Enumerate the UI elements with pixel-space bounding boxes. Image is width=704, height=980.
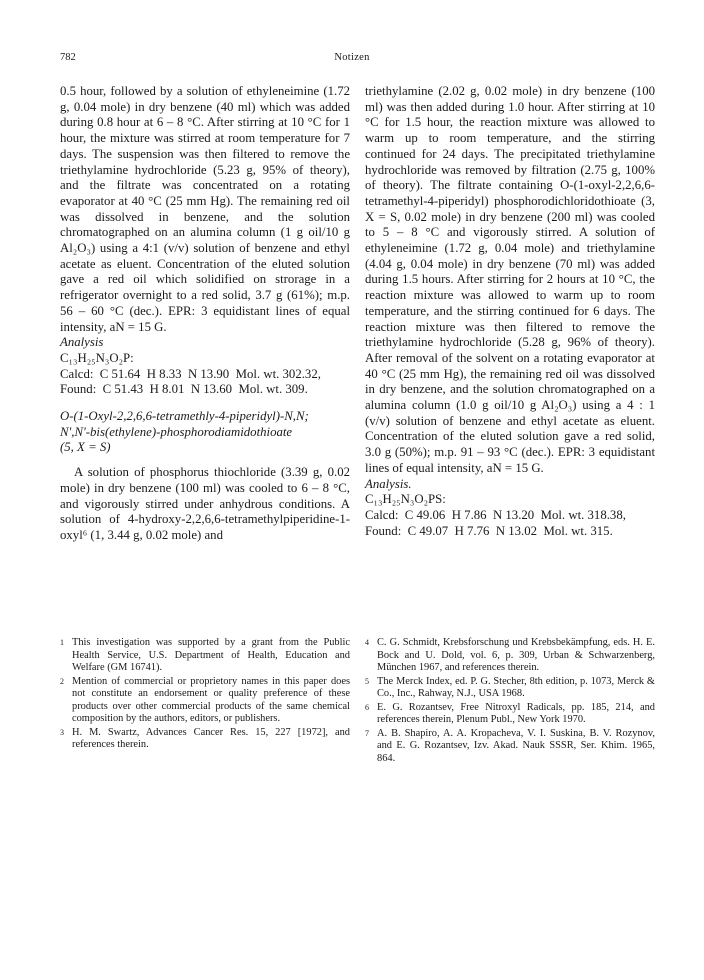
footnote-number: 3: [60, 727, 64, 737]
footnote: [60, 676, 350, 726]
footnote-number: 7: [365, 728, 369, 738]
footnote-text: E. G. Rozantsev, Free Nitroxyl Radicals, pp. 185, 214, and references therein, Plenum Publ., New York 1970.: [377, 701, 655, 725]
footnote-text: Mention of commercial or proprietory names in this paper does not constitute an endorsement or quality preference of these products over other commercial products of the same chemical composition by the authors, editors, or publishers.: [72, 675, 350, 724]
found-line: Found: C 51.43 H 8.01 N 13.60 Mol. wt. 309.: [60, 382, 308, 397]
footnote-number: 1: [60, 638, 64, 647]
page-number: 782: [60, 52, 76, 63]
footnotes-right: [365, 637, 655, 766]
footnote: [365, 702, 655, 727]
molecular-formula: C₁₃H₂₅N₃O₂PS:: [365, 492, 446, 507]
compound-heading: [60, 409, 350, 456]
left-column: [60, 84, 350, 544]
page-header: [60, 52, 644, 68]
footnote-text: C. G. Schmidt, Krebsforschung und Krebsbekämpfung, eds. H. E. Bock and U. Dold, vol. 6, p. 309, Urban & Schwarzenberg, München 1967, and references therein.: [377, 637, 655, 673]
footnote: [365, 728, 655, 766]
found-line: Found: C 49.07 H 7.76 N 13.02 Mol. wt. 315.: [365, 523, 613, 538]
analysis-label: Analysis: [60, 335, 104, 350]
footnote-number: 4: [365, 638, 369, 647]
compound-heading-line-1: O-(1-Oxyl-2,2,6,6-tetramethly-4-piperidyl)-N,N;: [60, 409, 309, 424]
footnote: [60, 637, 350, 675]
footnote-text: The Merck Index, ed. P. G. Stecher, 8th edition, p. 1073, Merck & Co., Inc., Rahway, N.J., USA 1968.: [377, 675, 655, 699]
footnote-number: 5: [365, 676, 369, 686]
right-paragraph-1: triethylamine (2.02 g, 0.02 mole) in dry benzene (100 ml) was then added during 1.0 hour. After stirring at 10 °C for 1.5 hour, the reaction mixture was allowed to warm up to room temperature, and the stirring continued for 24 days. The precipitated triethylamine hydrochloride was removed by filtration (2.75 g, 100% of theory). The filtrate containing O-(1-oxyl-2,2,6,6-tetramethyl-4-piperidyl) phosphorodichloridothioate (3, X = S, 0.02 mole) in dry benzene (200 ml) was cooled to 5 – 8 °C and vigorously stirred. A solution of ethyleneimine (1.72 g, 0.04 mole) and triethylamine (4.04 g, 0.04 mole) in dry benzene (70 ml) was added during 1.5 hours. After stirring for 2 hours at 10 °C, the reaction mixture was allowed to warm up to room temperature, and the stirring continued for 6 days. The reaction mixture was then filtered to remove the triethylamine hydrochloride (5.28 g, 96% of theory). After removal of the solvent on a rotating evaporator at 40 °C (25 mm Hg), the remaining red oil was dissolved in dry benzene, and the solution chromatographed on a alumina column (1.0 g oil/10 g Al₂O₃) using a 4 : 1 (v/v) solution of benzene and ethyl acetate as eluent. Concentration of the eluted solution gave a red solid, 3.0 g (50%); m.p. 91 – 93 °C (dec.). EPR: 3 equidistant lines of equal intensity, aN = 15 G.: [365, 84, 655, 475]
left-paragraph-2: A solution of phosphorus thiochloride (3.39 g, 0.02 mole) in dry benzene (100 ml) was cooled to 6 – 8 °C, and vigorously stirred under anhydrous conditions. A solution of 4-hydroxy-2,2,6,6-tetramethylpiperidine-1-oxyl⁶ (1, 3.44 g, 0.02 mole) and: [60, 465, 350, 542]
footnote-number: 2: [60, 676, 64, 686]
footnote-text: This investigation was supported by a grant from the Public Health Service, U.S. Department of Health, Education and Welfare (GM 16741).: [72, 637, 350, 673]
analysis-label: Analysis.: [365, 476, 412, 491]
calcd-line: Calcd: C 49.06 H 7.86 N 13.20 Mol. wt. 318.38,: [365, 507, 626, 522]
footnote-text: A. B. Shapiro, A. A. Kropacheva, V. I. Suskina, B. V. Rozynov, and E. G. Rozantsev, Izv. Akad. Nauk SSSR, Ser. Khim. 1965, 864.: [377, 727, 655, 764]
footnote: [60, 727, 350, 752]
running-head: Notizen: [334, 52, 370, 63]
compound-heading-line-3: (5, X = S): [60, 440, 111, 455]
molecular-formula: C₁₃H₂₅N₃O₂P:: [60, 350, 134, 365]
footnote-text: H. M. Swartz, Advances Cancer Res. 15, 227 [1972], and references therein.: [72, 726, 350, 750]
footnotes-left: [60, 637, 350, 753]
left-paragraph-1: 0.5 hour, followed by a solution of ethyleneimine (1.72 g, 0.04 mole) in dry benzene (40 ml) which was added during 0.8 hour at 6 – 8 °C. After stirring at 10 °C for 1 hour, the mixture was stirred at room temperature for 7 days. The suspension was then filtered to remove the triethylamine hydrochloride (5.23 g, 95% of theory), and the filtrate was concentrated on a rotating evaporator at 40 °C (25 mm Hg). The remaining red oil was dissolved in benzene, and the solution chromatographed on an alumina column (1 g oil/10 g Al₂O₃) using a 4:1 (v/v) solution of benzene and ethyl acetate as eluent. Concentration of the eluted solution gave a red oil which solidified on strorage in a refrigerator overnight to a red solid, 3.7 g (61%); m.p. 56 – 60 °C (dec.). EPR: 3 equidistant lines of equal intensity, aN = 15 G.: [60, 84, 350, 334]
compound-heading-line-2: N',N'-bis(ethylene)-phosphorodiamidothioate: [60, 424, 293, 439]
right-column: [365, 84, 655, 539]
footnote-number: 6: [365, 702, 369, 712]
footnote: [365, 637, 655, 675]
footnote: [365, 676, 655, 701]
calcd-line: Calcd: C 51.64 H 8.33 N 13.90 Mol. wt. 302.32,: [60, 366, 321, 381]
